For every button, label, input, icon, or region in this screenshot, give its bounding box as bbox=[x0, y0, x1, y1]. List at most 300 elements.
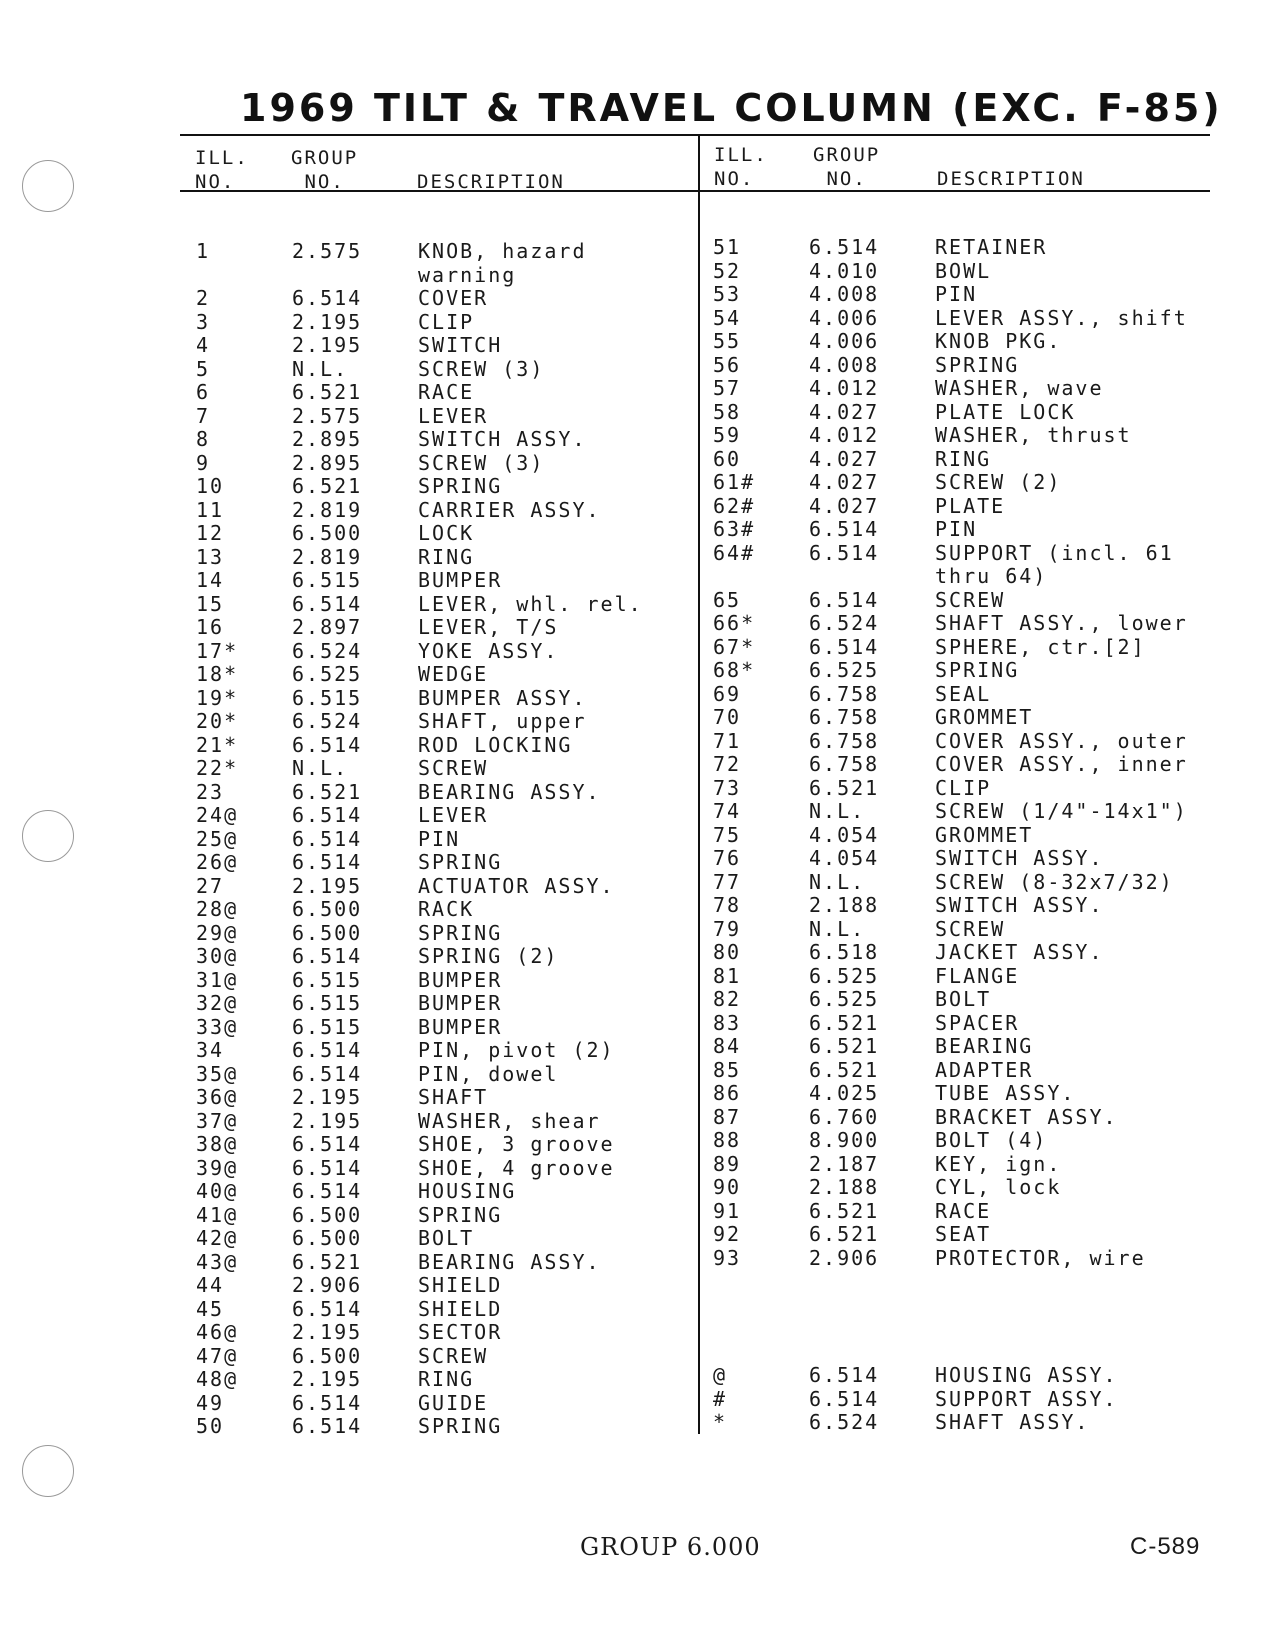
ill-no-cell: 25@ bbox=[196, 826, 239, 851]
group-no-cell: 6.500 bbox=[292, 897, 363, 921]
group-no-cell: 6.521 bbox=[809, 775, 880, 800]
ill-no-cell: 51 bbox=[713, 235, 742, 259]
description-cell: BOLT (4) bbox=[935, 1128, 1048, 1152]
description-cell: ADAPTER bbox=[935, 1057, 1034, 1082]
ill-no-cell: 9 bbox=[196, 450, 211, 475]
group-no-cell: 6.514 bbox=[292, 286, 363, 310]
ill-no-cell: 41@ bbox=[196, 1202, 239, 1227]
ill-no-cell: 39@ bbox=[196, 1155, 239, 1180]
group-no-cell: 4.027 bbox=[809, 446, 880, 471]
description-cell: PIN bbox=[418, 826, 461, 851]
description-cell: BEARING ASSY. bbox=[418, 1249, 601, 1274]
ill-no-cell: 26@ bbox=[196, 850, 239, 874]
ill-no-cell: 33@ bbox=[196, 1014, 239, 1039]
group-no-cell: 6.525 bbox=[292, 662, 363, 686]
ill-no-cell: 82 bbox=[713, 987, 742, 1011]
ill-no-cell: 68* bbox=[713, 658, 756, 682]
ill-no-cell: 75 bbox=[713, 822, 742, 847]
group-no-cell: 6.524 bbox=[292, 709, 363, 733]
description-cell: SCREW bbox=[418, 1343, 489, 1368]
group-no-cell: 6.521 bbox=[809, 1222, 880, 1246]
description-cell: SECTOR bbox=[418, 1320, 503, 1344]
group-no-cell: 2.195 bbox=[292, 309, 363, 334]
description-cell: SPRING bbox=[418, 920, 503, 945]
description-cell: SEAL bbox=[935, 681, 992, 706]
ill-no-cell: 28@ bbox=[196, 897, 239, 921]
group-no-cell: 6.521 bbox=[809, 1010, 880, 1035]
description-cell: PIN bbox=[935, 517, 978, 541]
ill-no-cell: 36@ bbox=[196, 1085, 239, 1109]
description-cell: PIN, dowel bbox=[418, 1061, 559, 1086]
ill-no-cell: 34 bbox=[196, 1038, 225, 1062]
group-no-cell: N.L. bbox=[809, 916, 866, 941]
group-no-cell: 6.500 bbox=[292, 1202, 363, 1227]
description-cell: HOUSING ASSY. bbox=[935, 1363, 1118, 1387]
description-cell: ACTUATOR ASSY. bbox=[418, 873, 615, 898]
ill-no-cell: 44 bbox=[196, 1273, 225, 1297]
description-cell: SPRING bbox=[418, 474, 503, 498]
ill-no-cell: 77 bbox=[713, 869, 742, 894]
description-cell: RETAINER bbox=[935, 235, 1048, 259]
description-cell: PIN, pivot (2) bbox=[418, 1038, 615, 1062]
ill-no-cell: # bbox=[713, 1386, 728, 1411]
description-cell: SCREW bbox=[935, 587, 1006, 612]
binder-hole-top bbox=[22, 160, 74, 212]
description-cell: PLATE bbox=[935, 493, 1006, 518]
description-cell: SCREW bbox=[935, 916, 1006, 941]
description-cell: CARRIER ASSY. bbox=[418, 497, 601, 522]
ill-no-cell: 18* bbox=[196, 662, 239, 686]
description-cell: HOUSING bbox=[418, 1179, 517, 1203]
group-no-cell: 6.514 bbox=[292, 1179, 363, 1203]
group-no-cell: 6.514 bbox=[292, 850, 363, 874]
description-cell: SCREW (3) bbox=[418, 450, 545, 475]
description-cell: SHIELD bbox=[418, 1296, 503, 1321]
description-cell: BUMPER bbox=[418, 967, 503, 992]
group-no-cell: 6.515 bbox=[292, 568, 363, 592]
top-rule bbox=[180, 134, 1210, 136]
ill-no-cell: 47@ bbox=[196, 1343, 239, 1368]
group-no-cell: 6.525 bbox=[809, 658, 880, 682]
description-cell: warning bbox=[418, 262, 517, 287]
description-cell: GUIDE bbox=[418, 1390, 489, 1415]
group-no-cell: 2.188 bbox=[809, 893, 880, 917]
description-cell: WASHER, wave bbox=[935, 376, 1104, 400]
description-cell: SPRING bbox=[935, 658, 1020, 682]
ill-no-cell: 11 bbox=[196, 497, 225, 522]
group-no-cell: 6.514 bbox=[292, 1296, 363, 1321]
description-cell: KEY, ign. bbox=[935, 1151, 1062, 1176]
ill-no-cell: 46@ bbox=[196, 1320, 239, 1344]
ill-no-cell: 54 bbox=[713, 305, 742, 330]
group-no-cell: 4.012 bbox=[809, 423, 880, 447]
group-no-cell: 4.012 bbox=[809, 376, 880, 400]
ill-no-cell: 20* bbox=[196, 709, 239, 733]
description-cell: JACKET ASSY. bbox=[935, 940, 1104, 964]
ill-no-cell: 80 bbox=[713, 940, 742, 964]
description-cell: SPRING bbox=[418, 1202, 503, 1227]
description-cell: SWITCH ASSY. bbox=[418, 427, 587, 451]
description-cell: BUMPER bbox=[418, 991, 503, 1015]
description-cell: SHAFT ASSY. bbox=[935, 1410, 1090, 1434]
description-cell: LEVER bbox=[418, 403, 489, 428]
description-cell: WEDGE bbox=[418, 662, 489, 686]
description-cell: SHOE, 3 groove bbox=[418, 1132, 615, 1156]
description-cell: LEVER, whl. rel. bbox=[418, 591, 643, 616]
ill-no-cell: 1 bbox=[196, 239, 211, 263]
group-no-cell: 6.514 bbox=[809, 235, 880, 259]
ill-no-cell: 67* bbox=[713, 634, 756, 659]
footer-page-number: C-589 bbox=[1130, 1533, 1201, 1560]
ill-no-cell: 88 bbox=[713, 1128, 742, 1152]
description-cell: thru 64) bbox=[935, 564, 1048, 588]
ill-no-cell: 19* bbox=[196, 685, 239, 710]
ill-no-cell: 10 bbox=[196, 474, 225, 498]
description-cell: RING bbox=[418, 544, 475, 569]
ill-no-cell: 60 bbox=[713, 446, 742, 471]
footer-group-label: GROUP 6.000 bbox=[580, 1533, 761, 1561]
ill-no-cell: 38@ bbox=[196, 1132, 239, 1156]
group-no-cell: 6.514 bbox=[292, 1155, 363, 1180]
description-cell: BUMPER bbox=[418, 1014, 503, 1039]
description-cell: RACK bbox=[418, 897, 475, 921]
ill-no-cell: 93 bbox=[713, 1245, 742, 1270]
group-no-cell: 6.514 bbox=[809, 1386, 880, 1411]
group-no-cell: 6.514 bbox=[292, 826, 363, 851]
group-no-cell: 6.514 bbox=[292, 1132, 363, 1156]
group-no-cell: 2.897 bbox=[292, 615, 363, 639]
ill-no-cell: 78 bbox=[713, 893, 742, 917]
group-no-cell: 4.054 bbox=[809, 846, 880, 870]
description-cell: SHAFT, upper bbox=[418, 709, 587, 733]
description-cell: SHAFT bbox=[418, 1085, 489, 1109]
right-header-group-no: GROUP NO. bbox=[813, 144, 881, 190]
group-no-cell: 6.514 bbox=[809, 540, 880, 565]
description-cell: SCREW (2) bbox=[935, 470, 1062, 494]
binder-hole-middle bbox=[22, 810, 74, 862]
description-cell: SPRING bbox=[418, 1414, 503, 1438]
group-no-cell: 6.514 bbox=[292, 944, 363, 968]
group-no-cell: 6.525 bbox=[809, 963, 880, 988]
group-no-cell: 6.521 bbox=[292, 380, 363, 404]
ill-no-cell: 4 bbox=[196, 333, 211, 357]
page-title: 1969 TILT & TRAVEL COLUMN (EXC. F-85) bbox=[240, 86, 1223, 130]
description-cell: SPRING bbox=[418, 850, 503, 874]
description-cell: SCREW (3) bbox=[418, 356, 545, 381]
ill-no-cell: 61# bbox=[713, 470, 756, 494]
ill-no-cell: 91 bbox=[713, 1198, 742, 1223]
group-no-cell: 6.525 bbox=[809, 987, 880, 1011]
group-no-cell: 8.900 bbox=[809, 1128, 880, 1152]
group-no-cell: 6.514 bbox=[292, 1038, 363, 1062]
group-no-cell: 4.006 bbox=[809, 305, 880, 330]
group-no-cell: 6.758 bbox=[809, 752, 880, 776]
group-no-cell: 2.195 bbox=[292, 1085, 363, 1109]
group-no-cell: 2.187 bbox=[809, 1151, 880, 1176]
description-cell: COVER ASSY., inner bbox=[935, 752, 1188, 776]
group-no-cell: 6.500 bbox=[292, 521, 363, 545]
ill-no-cell: 3 bbox=[196, 309, 211, 334]
description-cell: SPHERE, ctr.[2] bbox=[935, 634, 1146, 659]
ill-no-cell: 79 bbox=[713, 916, 742, 941]
ill-no-cell: 29@ bbox=[196, 920, 239, 945]
ill-no-cell: 52 bbox=[713, 258, 742, 283]
group-no-cell: 2.895 bbox=[292, 450, 363, 475]
ill-no-cell: 56 bbox=[713, 352, 742, 377]
ill-no-cell: 48@ bbox=[196, 1367, 239, 1391]
group-no-cell: N.L. bbox=[809, 799, 866, 823]
group-no-cell: 6.758 bbox=[809, 705, 880, 729]
description-cell: YOKE ASSY. bbox=[418, 638, 559, 663]
group-no-cell: 4.008 bbox=[809, 282, 880, 306]
description-cell: RACE bbox=[418, 380, 475, 404]
description-cell: LEVER bbox=[418, 803, 489, 827]
description-cell: RING bbox=[935, 446, 992, 471]
description-cell: LEVER, T/S bbox=[418, 615, 559, 639]
group-no-cell: 2.906 bbox=[809, 1245, 880, 1270]
description-cell: BEARING ASSY. bbox=[418, 779, 601, 804]
ill-no-cell: 45 bbox=[196, 1296, 225, 1321]
group-no-cell: 6.514 bbox=[292, 1390, 363, 1415]
ill-no-cell: 53 bbox=[713, 282, 742, 306]
ill-no-cell: 5 bbox=[196, 356, 211, 381]
ill-no-cell: 35@ bbox=[196, 1061, 239, 1086]
group-no-cell: 6.521 bbox=[292, 779, 363, 804]
group-no-cell: 4.027 bbox=[809, 399, 880, 424]
ill-no-cell: 37@ bbox=[196, 1108, 239, 1133]
description-cell: BRACKET ASSY. bbox=[935, 1104, 1118, 1129]
ill-no-cell: * bbox=[713, 1410, 728, 1434]
description-cell: WASHER, shear bbox=[418, 1108, 601, 1133]
description-cell: COVER bbox=[418, 286, 489, 310]
ill-no-cell: 73 bbox=[713, 775, 742, 800]
ill-no-cell: 66* bbox=[713, 611, 756, 635]
group-no-cell: 4.027 bbox=[809, 470, 880, 494]
ill-no-cell: 12 bbox=[196, 521, 225, 545]
ill-no-cell: 27 bbox=[196, 873, 225, 898]
description-cell: SEAT bbox=[935, 1222, 992, 1246]
description-cell: RACE bbox=[935, 1198, 992, 1223]
description-cell: SCREW (8-32x7/32) bbox=[935, 869, 1174, 894]
ill-no-cell: 40@ bbox=[196, 1179, 239, 1203]
ill-no-cell: 30@ bbox=[196, 944, 239, 968]
description-cell: GROMMET bbox=[935, 705, 1034, 729]
left-header-group-no: GROUP NO. bbox=[291, 147, 359, 193]
ill-no-cell: 24@ bbox=[196, 803, 239, 827]
group-no-cell: 6.500 bbox=[292, 1226, 363, 1250]
description-cell: BUMPER bbox=[418, 568, 503, 592]
group-no-cell: 6.521 bbox=[809, 1057, 880, 1082]
description-cell: SUPPORT ASSY. bbox=[935, 1386, 1118, 1411]
description-cell: SHIELD bbox=[418, 1273, 503, 1297]
description-cell: SWITCH bbox=[418, 333, 503, 357]
description-cell: SWITCH ASSY. bbox=[935, 846, 1104, 870]
group-no-cell: N.L. bbox=[809, 869, 866, 894]
ill-no-cell: 13 bbox=[196, 544, 225, 569]
right-header-ill-no: ILL. NO. bbox=[714, 144, 768, 190]
description-cell: WASHER, thrust bbox=[935, 423, 1132, 447]
ill-no-cell: 42@ bbox=[196, 1226, 239, 1250]
ill-no-cell: 89 bbox=[713, 1151, 742, 1176]
ill-no-cell: 17* bbox=[196, 638, 239, 663]
group-no-cell: 2.895 bbox=[292, 427, 363, 451]
group-no-cell: N.L. bbox=[292, 356, 349, 381]
description-cell: SHOE, 4 groove bbox=[418, 1155, 615, 1180]
ill-no-cell: 57 bbox=[713, 376, 742, 400]
description-cell: RING bbox=[418, 1367, 475, 1391]
description-cell: BEARING bbox=[935, 1034, 1034, 1058]
description-cell: KNOB PKG. bbox=[935, 329, 1062, 353]
ill-no-cell: 72 bbox=[713, 752, 742, 776]
group-no-cell: 6.758 bbox=[809, 728, 880, 753]
ill-no-cell: 14 bbox=[196, 568, 225, 592]
ill-no-cell: 23 bbox=[196, 779, 225, 804]
ill-no-cell: 85 bbox=[713, 1057, 742, 1082]
ill-no-cell: 71 bbox=[713, 728, 742, 753]
description-cell: CLIP bbox=[935, 775, 992, 800]
description-cell: PROTECTOR, wire bbox=[935, 1245, 1146, 1270]
ill-no-cell: 90 bbox=[713, 1175, 742, 1199]
group-no-cell: 6.515 bbox=[292, 967, 363, 992]
group-no-cell: 6.524 bbox=[809, 1410, 880, 1434]
ill-no-cell: 74 bbox=[713, 799, 742, 823]
group-no-cell: 4.027 bbox=[809, 493, 880, 518]
description-cell: FLANGE bbox=[935, 963, 1020, 988]
ill-no-cell: 87 bbox=[713, 1104, 742, 1129]
group-no-cell: 6.758 bbox=[809, 681, 880, 706]
group-no-cell: 2.819 bbox=[292, 544, 363, 569]
description-cell: BOLT bbox=[935, 987, 992, 1011]
ill-no-cell: 6 bbox=[196, 380, 211, 404]
description-cell: TUBE ASSY. bbox=[935, 1081, 1076, 1105]
group-no-cell: 6.514 bbox=[292, 1414, 363, 1438]
description-cell: KNOB, hazard bbox=[418, 239, 587, 263]
ill-no-cell: 21* bbox=[196, 732, 239, 757]
right-header-description: DESCRIPTION bbox=[937, 168, 1085, 190]
group-no-cell: 6.521 bbox=[292, 1249, 363, 1274]
group-no-cell: 6.514 bbox=[809, 634, 880, 659]
description-cell: SPACER bbox=[935, 1010, 1020, 1035]
left-header-description: DESCRIPTION bbox=[417, 171, 565, 193]
ill-no-cell: 15 bbox=[196, 591, 225, 616]
description-cell: CYL, lock bbox=[935, 1175, 1062, 1199]
ill-no-cell: 49 bbox=[196, 1390, 225, 1415]
ill-no-cell: 76 bbox=[713, 846, 742, 870]
group-no-cell: 2.195 bbox=[292, 333, 363, 357]
group-no-cell: 2.575 bbox=[292, 239, 363, 263]
group-no-cell: 6.514 bbox=[809, 587, 880, 612]
ill-no-cell: 31@ bbox=[196, 967, 239, 992]
description-cell: LOCK bbox=[418, 521, 475, 545]
ill-no-cell: 50 bbox=[196, 1414, 225, 1438]
description-cell: BUMPER ASSY. bbox=[418, 685, 587, 710]
ill-no-cell: 63# bbox=[713, 517, 756, 541]
description-cell: CLIP bbox=[418, 309, 475, 334]
ill-no-cell: @ bbox=[713, 1363, 728, 1387]
group-no-cell: 6.518 bbox=[809, 940, 880, 964]
group-no-cell: 6.514 bbox=[292, 732, 363, 757]
group-no-cell: 6.515 bbox=[292, 685, 363, 710]
ill-no-cell: 69 bbox=[713, 681, 742, 706]
ill-no-cell: 16 bbox=[196, 615, 225, 639]
ill-no-cell: 58 bbox=[713, 399, 742, 424]
group-no-cell: 6.760 bbox=[809, 1104, 880, 1129]
description-cell: PLATE LOCK bbox=[935, 399, 1076, 424]
group-no-cell: 2.195 bbox=[292, 1320, 363, 1344]
description-cell: SUPPORT (incl. 61 bbox=[935, 540, 1174, 565]
group-no-cell: 4.054 bbox=[809, 822, 880, 847]
description-cell: PIN bbox=[935, 282, 978, 306]
ill-no-cell: 43@ bbox=[196, 1249, 239, 1274]
ill-no-cell: 2 bbox=[196, 286, 211, 310]
description-cell: LEVER ASSY., shift bbox=[935, 305, 1188, 330]
group-no-cell: 2.575 bbox=[292, 403, 363, 428]
ill-no-cell: 62# bbox=[713, 493, 756, 518]
group-no-cell: 6.521 bbox=[809, 1034, 880, 1058]
left-header-ill-no: ILL. NO. bbox=[195, 147, 249, 193]
group-no-cell: 2.195 bbox=[292, 1367, 363, 1391]
group-no-cell: 2.819 bbox=[292, 497, 363, 522]
group-no-cell: 4.008 bbox=[809, 352, 880, 377]
group-no-cell: 6.515 bbox=[292, 1014, 363, 1039]
group-no-cell: N.L. bbox=[292, 756, 349, 780]
group-no-cell: 6.515 bbox=[292, 991, 363, 1015]
group-no-cell: 2.195 bbox=[292, 873, 363, 898]
ill-no-cell: 7 bbox=[196, 403, 211, 428]
group-no-cell: 6.514 bbox=[292, 803, 363, 827]
description-cell: SWITCH ASSY. bbox=[935, 893, 1104, 917]
group-no-cell: 6.521 bbox=[809, 1198, 880, 1223]
group-no-cell: 2.195 bbox=[292, 1108, 363, 1133]
binder-hole-bottom bbox=[22, 1445, 74, 1497]
description-cell: SHAFT ASSY., lower bbox=[935, 611, 1188, 635]
ill-no-cell: 59 bbox=[713, 423, 742, 447]
group-no-cell: 2.906 bbox=[292, 1273, 363, 1297]
ill-no-cell: 64# bbox=[713, 540, 756, 565]
group-no-cell: 6.521 bbox=[292, 474, 363, 498]
ill-no-cell: 81 bbox=[713, 963, 742, 988]
group-no-cell: 4.025 bbox=[809, 1081, 880, 1105]
ill-no-cell: 84 bbox=[713, 1034, 742, 1058]
ill-no-cell: 8 bbox=[196, 427, 211, 451]
description-cell: SCREW (1/4"-14x1") bbox=[935, 799, 1188, 823]
ill-no-cell: 22* bbox=[196, 756, 239, 780]
group-no-cell: 6.514 bbox=[809, 517, 880, 541]
group-no-cell: 6.514 bbox=[809, 1363, 880, 1387]
ill-no-cell: 86 bbox=[713, 1081, 742, 1105]
description-cell: ROD LOCKING bbox=[418, 732, 573, 757]
column-divider bbox=[698, 134, 700, 1434]
ill-no-cell: 92 bbox=[713, 1222, 742, 1246]
ill-no-cell: 65 bbox=[713, 587, 742, 612]
ill-no-cell: 55 bbox=[713, 329, 742, 353]
group-no-cell: 6.500 bbox=[292, 1343, 363, 1368]
description-cell: SPRING bbox=[935, 352, 1020, 377]
description-cell: COVER ASSY., outer bbox=[935, 728, 1188, 753]
ill-no-cell: 83 bbox=[713, 1010, 742, 1035]
description-cell: SCREW bbox=[418, 756, 489, 780]
description-cell: BOLT bbox=[418, 1226, 475, 1250]
description-cell: BOWL bbox=[935, 258, 992, 283]
description-cell: SPRING (2) bbox=[418, 944, 559, 968]
group-no-cell: 4.006 bbox=[809, 329, 880, 353]
group-no-cell: 6.514 bbox=[292, 1061, 363, 1086]
group-no-cell: 2.188 bbox=[809, 1175, 880, 1199]
group-no-cell: 6.524 bbox=[292, 638, 363, 663]
group-no-cell: 4.010 bbox=[809, 258, 880, 283]
group-no-cell: 6.500 bbox=[292, 920, 363, 945]
description-cell: GROMMET bbox=[935, 822, 1034, 847]
